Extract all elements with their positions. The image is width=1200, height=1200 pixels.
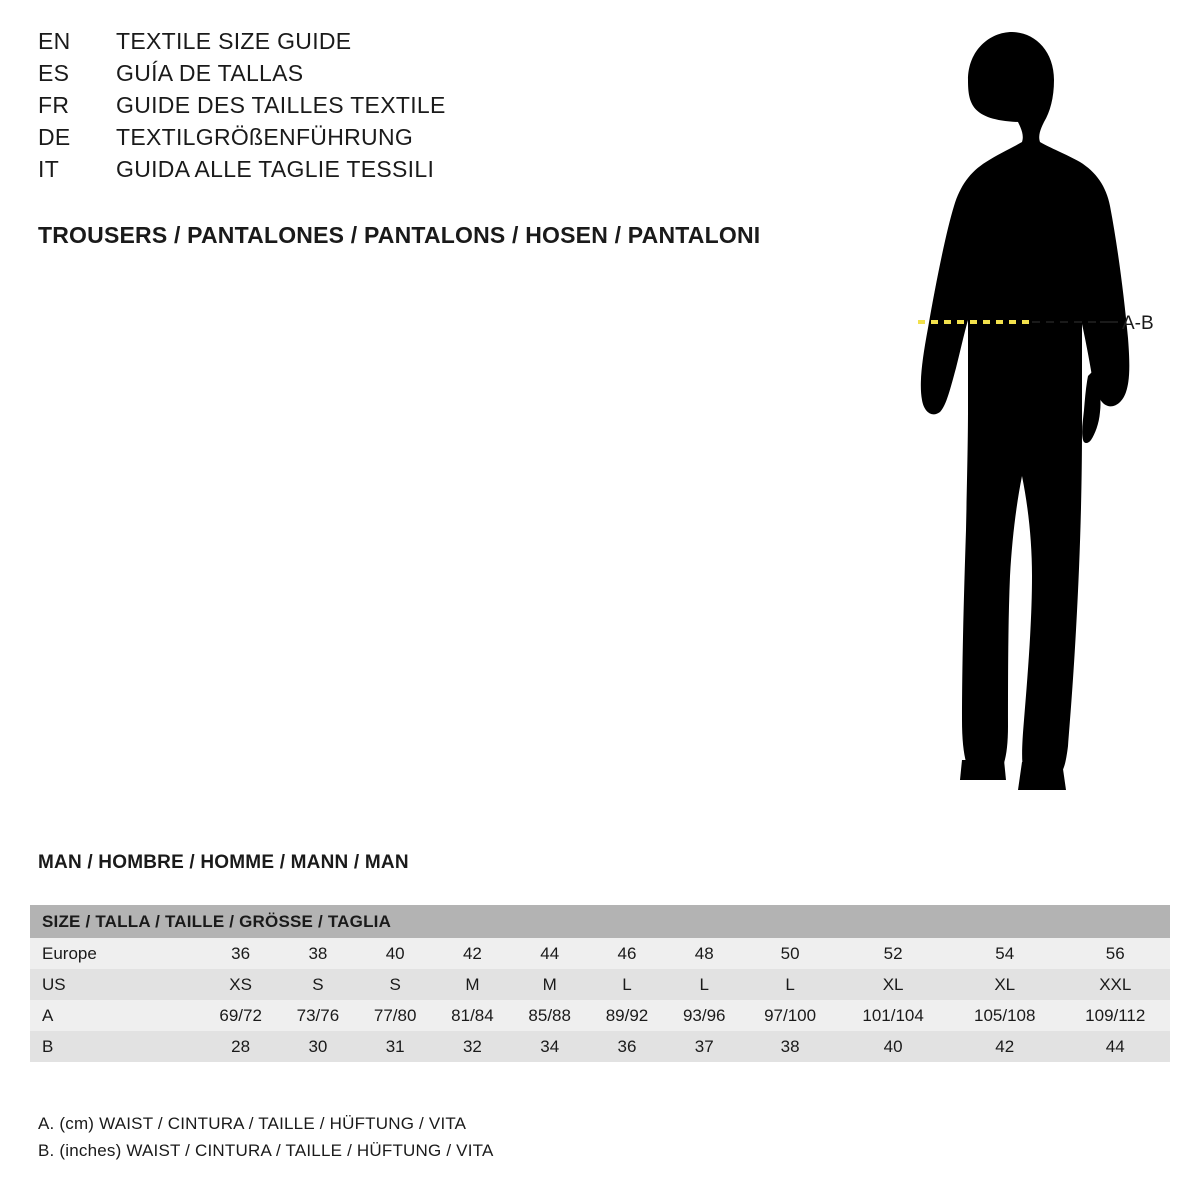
- language-row: [38, 92, 798, 124]
- language-text: GUIDE DES TAILLES TEXTILE: [116, 92, 446, 118]
- table-cell: 34: [540, 1036, 560, 1056]
- table-row: [30, 1000, 1170, 1031]
- table-cell: 48: [694, 943, 714, 963]
- table-cell: 54: [995, 943, 1015, 963]
- language-text: TEXTILGRÖßENFÜHRUNG: [116, 124, 414, 150]
- size-table: [30, 905, 1170, 1062]
- garment-type-title: TROUSERS / PANTALONES / PANTALONS / HOSEN / PANTALONI: [38, 222, 761, 248]
- table-cell: S: [312, 974, 324, 994]
- table-cell: 32: [462, 1036, 482, 1056]
- table-cell: 85/88: [528, 1005, 571, 1025]
- table-cell: 109/112: [1085, 1005, 1146, 1025]
- language-text: GUIDA ALLE TAGLIE TESSILI: [116, 156, 435, 182]
- table-cell: 69/72: [219, 1005, 262, 1025]
- table-cell: 30: [308, 1036, 328, 1056]
- table-cell: 38: [780, 1036, 800, 1056]
- table-cell: 28: [231, 1036, 251, 1056]
- language-row: [38, 156, 798, 188]
- table-cell: 42: [995, 1036, 1015, 1056]
- table-cell: XL: [882, 974, 904, 994]
- table-cell: 105/108: [973, 1005, 1036, 1025]
- table-cell: 42: [462, 943, 482, 963]
- table-cell: M: [542, 974, 557, 994]
- table-header-row: [30, 905, 1170, 938]
- table-row: [30, 969, 1170, 1000]
- language-code: EN: [38, 28, 71, 54]
- language-text: GUÍA DE TALLAS: [116, 60, 304, 86]
- language-row: [38, 124, 798, 156]
- waist-measure-label: A-B: [1122, 313, 1154, 334]
- row-label: B: [42, 1036, 54, 1056]
- table-cell: 50: [780, 943, 800, 963]
- table-cell: XS: [229, 974, 252, 994]
- language-row: [38, 60, 798, 92]
- table-cell: M: [465, 974, 480, 994]
- table-cell: 44: [1105, 1036, 1125, 1056]
- table-cell: XL: [994, 974, 1016, 994]
- table-cell: 73/76: [296, 1005, 340, 1025]
- table-cell: 44: [540, 943, 560, 963]
- table-cell: 37: [694, 1036, 714, 1056]
- table-cell: S: [389, 974, 401, 994]
- row-label: US: [42, 974, 66, 994]
- table-cell: 101/104: [862, 1005, 924, 1025]
- table-cell: L: [622, 974, 632, 994]
- language-code: ES: [38, 60, 70, 86]
- table-cell: L: [699, 974, 709, 994]
- table-cell: 81/84: [451, 1005, 494, 1025]
- man-silhouette-shape: [921, 32, 1129, 790]
- table-cell: XXL: [1099, 974, 1132, 994]
- table-cell: 77/80: [373, 1005, 417, 1025]
- table-header-label: SIZE / TALLA / TAILLE / GRÖSSE / TAGLIA: [30, 905, 1170, 938]
- table-cell: 56: [1105, 943, 1125, 963]
- table-cell: 97/100: [764, 1005, 817, 1025]
- table-cell: L: [785, 974, 795, 994]
- table-cell: 52: [883, 943, 903, 963]
- figure-silhouette: [800, 20, 1200, 810]
- language-code: DE: [38, 124, 71, 150]
- table-cell: 93/96: [682, 1005, 726, 1025]
- footnote-a: A. (cm) WAIST / CINTURA / TAILLE / HÜFTUNG / VITA: [38, 1114, 467, 1133]
- footnote-b: B. (inches) WAIST / CINTURA / TAILLE / HÜFTUNG / VITA: [38, 1141, 494, 1160]
- table-cell: 38: [308, 943, 328, 963]
- table-group-title: MAN / HOMBRE / HOMME / MANN / MAN: [38, 852, 409, 873]
- table-cell: 89/92: [605, 1005, 649, 1025]
- table-cell: 36: [231, 943, 251, 963]
- table-cell: 40: [883, 1036, 903, 1056]
- language-header-block: [38, 28, 798, 188]
- table-cell: 40: [385, 943, 405, 963]
- table-row: [30, 1031, 1170, 1062]
- footnotes: [38, 1110, 494, 1164]
- table-cell: 36: [617, 1036, 637, 1056]
- language-code: FR: [38, 92, 70, 118]
- language-text: TEXTILE SIZE GUIDE: [116, 28, 352, 54]
- language-row: [38, 28, 798, 60]
- table-cell: 46: [617, 943, 637, 963]
- row-label: A: [42, 1005, 54, 1025]
- language-code: IT: [38, 156, 60, 182]
- row-label: Europe: [42, 943, 97, 963]
- table-row: [30, 938, 1170, 969]
- table-cell: 31: [385, 1036, 405, 1056]
